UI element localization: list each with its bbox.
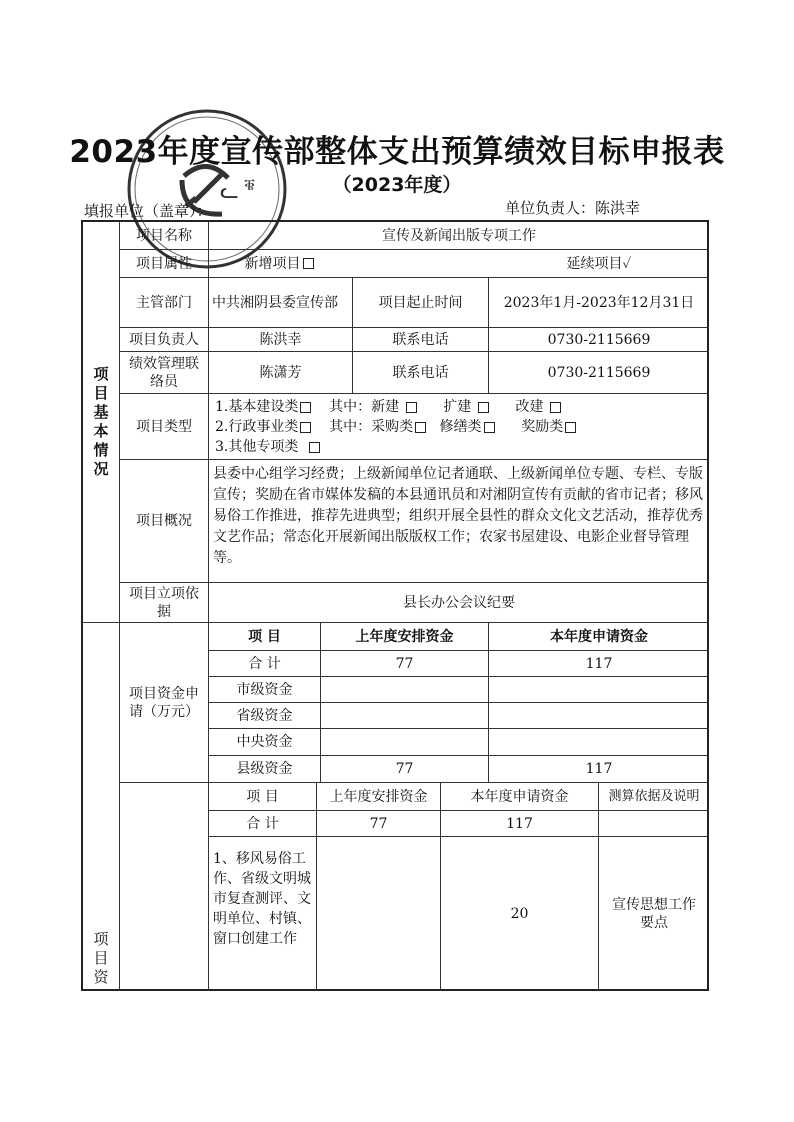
label-project-overview: 项目概况	[120, 460, 209, 583]
funds-row-this	[489, 703, 709, 729]
funds-header-item: 项 目	[209, 623, 321, 651]
option-new-project-label: 新增项目	[244, 255, 301, 272]
label-project-basis: 项目立项依据	[120, 583, 209, 623]
type-basic-construction: 1.基本建设类	[215, 399, 299, 415]
value-leader-phone: 0730-2115669	[489, 328, 709, 352]
report-table	[81, 220, 709, 991]
unit-head-value: 陈洪幸	[595, 199, 641, 217]
funds-row-last	[321, 729, 489, 756]
funds-row-last	[321, 703, 489, 729]
detail-total-name: 合 计	[209, 811, 317, 837]
type-line-2	[215, 418, 576, 436]
detail-total-last: 77	[317, 811, 441, 837]
detail-header-item: 项 目	[209, 783, 317, 811]
funds-row-this	[489, 729, 709, 756]
funds-row-name: 合 计	[209, 651, 321, 677]
type-other-special: 3.其他专项类	[215, 439, 299, 455]
funds-row-name: 中央资金	[209, 729, 321, 756]
attr-spacer	[349, 250, 489, 278]
unit-head	[505, 197, 640, 218]
label-project-name: 项目名称	[120, 222, 209, 250]
option-new-project	[209, 250, 349, 278]
checkbox-empty	[406, 402, 417, 413]
detail-item-last	[317, 837, 441, 991]
type-reward: 奖励类	[521, 419, 564, 435]
section-basic-info	[83, 222, 120, 623]
section-project-funds	[83, 623, 120, 991]
label-performance-contact: 绩效管理联络员	[120, 352, 209, 394]
detail-header-basis: 测算依据及说明	[599, 783, 709, 811]
type-repair: 修缮类	[439, 419, 482, 435]
checkbox-empty	[550, 402, 561, 413]
page-subtitle: （2023年度）	[332, 174, 462, 196]
checkbox-empty	[300, 422, 311, 433]
funds-row-last: 77	[321, 651, 489, 677]
checkbox-empty	[309, 442, 320, 453]
detail-total-this: 117	[441, 811, 599, 837]
funds-header-this-year: 本年度申请资金	[489, 623, 709, 651]
label-project-leader: 项目负责人	[120, 328, 209, 352]
value-project-type	[209, 394, 709, 460]
svg-text:ᓚ: ᓚ	[220, 179, 239, 204]
detail-item-basis: 宣传思想工作要点	[612, 897, 696, 931]
label-leader-phone: 联系电话	[353, 328, 489, 352]
type-procurement: 其中：采购类	[329, 419, 414, 435]
funds-row-this: 117	[489, 756, 709, 783]
unit-head-label: 单位负责人：	[505, 199, 596, 217]
value-contact-phone: 0730-2115669	[489, 352, 709, 394]
funds-row-last: 77	[321, 756, 489, 783]
value-performance-contact: 陈潇芳	[209, 352, 353, 394]
checkbox-empty	[300, 402, 311, 413]
checkbox-empty	[415, 422, 426, 433]
section-basic-info-text: 项目基本情况	[93, 365, 109, 478]
svg-text:ቔ: ቔ	[244, 175, 255, 194]
option-continue-project: 延续项目✓	[489, 250, 709, 278]
value-period: 2023年1月-2023年12月31日	[489, 278, 709, 328]
funds-row-name: 县级资金	[209, 756, 321, 783]
detail-label-blank	[120, 783, 209, 991]
section-project-funds-text: 项目资	[93, 930, 109, 986]
checkbox-empty	[478, 402, 489, 413]
value-department: 中共湘阴县委宣传部	[209, 278, 353, 328]
type-renovation: 改建	[515, 399, 544, 415]
label-funds-application: 项目资金申请（万元）	[120, 623, 209, 783]
checkbox-empty	[565, 422, 576, 433]
type-line-1	[215, 398, 561, 416]
detail-header-last-year: 上年度安排资金	[317, 783, 441, 811]
funds-row-this: 117	[489, 651, 709, 677]
type-new-build: 其中：新建	[329, 399, 400, 415]
value-project-name: 宣传及新闻出版专项工作	[209, 222, 709, 250]
funds-row-last	[321, 677, 489, 703]
detail-header-this-year: 本年度申请资金	[441, 783, 599, 811]
filling-unit-label: 填报单位（盖章）：	[84, 202, 212, 220]
label-project-attribute: 项目属性	[120, 250, 209, 278]
type-administrative: 2.行政事业类	[215, 419, 299, 435]
label-project-type: 项目类型	[120, 394, 209, 460]
label-period: 项目起止时间	[353, 278, 489, 328]
page-title: 2023年度宣传部整体支出预算绩效目标申报表	[69, 134, 725, 170]
label-department: 主管部门	[120, 278, 209, 328]
funds-row-name: 省级资金	[209, 703, 321, 729]
detail-total-basis	[599, 811, 709, 837]
funds-row-this	[489, 677, 709, 703]
funds-header-last-year: 上年度安排资金	[321, 623, 489, 651]
value-project-overview: 县委中心组学习经费；上级新闻单位记者通联、上级新闻单位专题、专栏、专版宣传；奖励在省市媒体发稿的本县通讯员和对湘阴宣传有贡献的省市记者；移风易俗工作推进，推荐先进典型；组织开展全县性的群众文化文艺活动，推荐优秀文艺作品；常态化开展新闻出版版权工作；农家书屋建设、电影企业督导管理等。	[209, 460, 709, 583]
label-contact-phone: 联系电话	[353, 352, 489, 394]
checkbox-empty	[303, 258, 314, 269]
checkbox-empty	[484, 422, 495, 433]
funds-row-name: 市级资金	[209, 677, 321, 703]
detail-item-name: 1、移风易俗工作、省级文明城市复查测评、文明单位、村镇、窗口创建工作	[209, 837, 317, 991]
type-line-3	[215, 438, 320, 456]
value-project-basis: 县长办公会议纪要	[209, 583, 709, 623]
type-expansion: 扩建	[443, 399, 472, 415]
value-project-leader: 陈洪幸	[209, 328, 353, 352]
detail-item-this: 20	[441, 837, 599, 991]
